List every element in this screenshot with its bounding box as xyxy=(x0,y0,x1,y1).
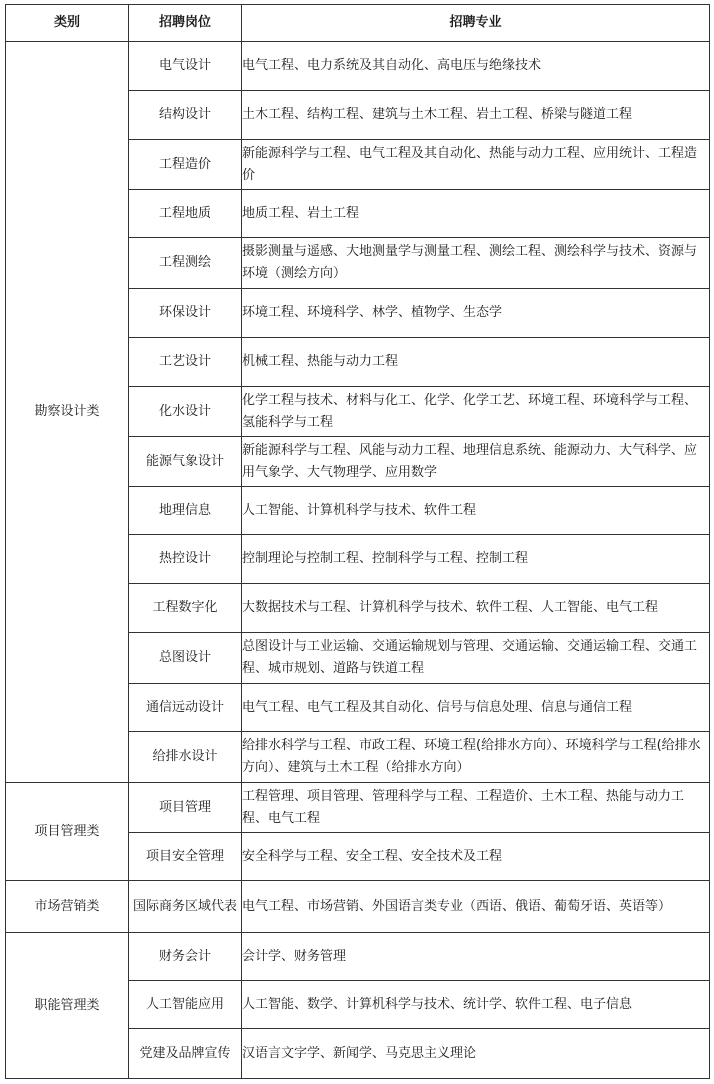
majors-cell: 工程管理、项目管理、管理科学与工程、工程造价、土木工程、热能与动力工程、电气工程 xyxy=(242,783,710,833)
table-row xyxy=(6,933,710,981)
majors-cell: 汉语言文字学、新闻学、马克思主义理论 xyxy=(242,1029,710,1079)
position-cell: 地理信息 xyxy=(129,487,242,535)
majors-cell: 机械工程、热能与动力工程 xyxy=(242,338,710,387)
position-cell: 国际商务区域代表 xyxy=(129,881,242,933)
majors-cell: 新能源科学与工程、电气工程及其自动化、热能与动力工程、应用统计、工程造价 xyxy=(242,140,710,190)
category-cell: 市场营销类 xyxy=(6,881,129,933)
header-category: 类别 xyxy=(6,5,129,42)
majors-cell: 地质工程、岩土工程 xyxy=(242,190,710,238)
majors-cell: 电气工程、电气工程及其自动化、信号与信息处理、信息与通信工程 xyxy=(242,684,710,732)
position-cell: 工程地质 xyxy=(129,190,242,238)
majors-cell: 给排水科学与工程、市政工程、环境工程(给排水方向）、环境科学与工程(给排水方向）、建筑与土木工程（给排水方向） xyxy=(242,732,710,783)
majors-cell: 新能源科学与工程、风能与动力工程、地理信息系统、能源动力、大气科学、应用气象学、大气物理学、应用数学 xyxy=(242,437,710,487)
header-row xyxy=(6,5,710,42)
position-cell: 人工智能应用 xyxy=(129,981,242,1029)
position-cell: 项目安全管理 xyxy=(129,833,242,881)
position-cell: 给排水设计 xyxy=(129,732,242,783)
position-cell: 工程造价 xyxy=(129,140,242,190)
position-cell: 结构设计 xyxy=(129,91,242,140)
majors-cell: 电气工程、电力系统及其自动化、高电压与绝缘技术 xyxy=(242,42,710,91)
table-row xyxy=(6,42,710,91)
majors-cell: 大数据技术与工程、计算机科学与技术、软件工程、人工智能、电气工程 xyxy=(242,584,710,633)
majors-cell: 人工智能、数学、计算机科学与技术、统计学、软件工程、电子信息 xyxy=(242,981,710,1029)
table-row xyxy=(6,881,710,933)
table-row xyxy=(6,783,710,833)
position-cell: 电气设计 xyxy=(129,42,242,91)
recruitment-table xyxy=(5,4,710,1079)
position-cell: 工程数字化 xyxy=(129,584,242,633)
majors-cell: 总图设计与工业运输、交通运输规划与管理、交通运输、交通运输工程、交通工程、城市规划、道路与铁道工程 xyxy=(242,633,710,684)
majors-cell: 环境工程、环境科学、林学、植物学、生态学 xyxy=(242,289,710,338)
position-cell: 能源气象设计 xyxy=(129,437,242,487)
category-cell: 勘察设计类 xyxy=(6,42,129,783)
majors-cell: 安全科学与工程、安全工程、安全技术及工程 xyxy=(242,833,710,881)
majors-cell: 控制理论与控制工程、控制科学与工程、控制工程 xyxy=(242,535,710,584)
position-cell: 环保设计 xyxy=(129,289,242,338)
majors-cell: 化学工程与技术、材料与化工、化学、化学工艺、环境工程、环境科学与工程、氢能科学与工程 xyxy=(242,387,710,437)
header-position: 招聘岗位 xyxy=(129,5,242,42)
category-cell: 项目管理类 xyxy=(6,783,129,881)
position-cell: 总图设计 xyxy=(129,633,242,684)
position-cell: 项目管理 xyxy=(129,783,242,833)
position-cell: 通信远动设计 xyxy=(129,684,242,732)
majors-cell: 土木工程、结构工程、建筑与土木工程、岩土工程、桥梁与隧道工程 xyxy=(242,91,710,140)
category-cell: 职能管理类 xyxy=(6,933,129,1079)
majors-cell: 摄影测量与遥感、大地测量学与测量工程、测绘工程、测绘科学与技术、资源与环境（测绘方向） xyxy=(242,238,710,289)
position-cell: 财务会计 xyxy=(129,933,242,981)
majors-cell: 电气工程、市场营销、外国语言类专业（西语、俄语、葡萄牙语、英语等） xyxy=(242,881,710,933)
majors-cell: 会计学、财务管理 xyxy=(242,933,710,981)
majors-cell: 人工智能、计算机科学与技术、软件工程 xyxy=(242,487,710,535)
position-cell: 热控设计 xyxy=(129,535,242,584)
position-cell: 工艺设计 xyxy=(129,338,242,387)
position-cell: 化水设计 xyxy=(129,387,242,437)
position-cell: 党建及品牌宣传 xyxy=(129,1029,242,1079)
header-majors: 招聘专业 xyxy=(242,5,710,42)
position-cell: 工程测绘 xyxy=(129,238,242,289)
